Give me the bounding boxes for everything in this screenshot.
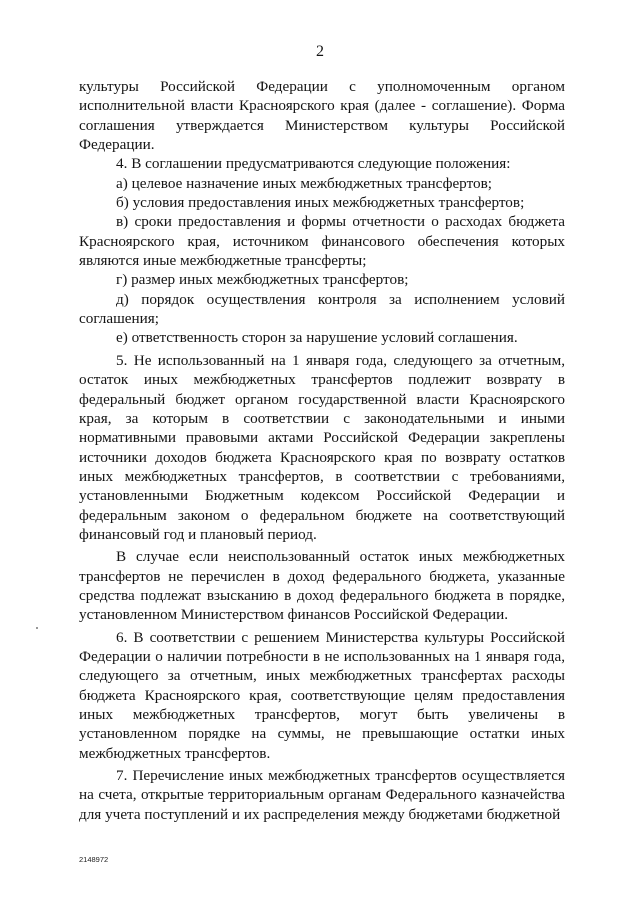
paragraph-item-4: 4. В соглашении предусматриваются следующие положения: [116, 155, 511, 173]
subitem-e: е) ответственность сторон за нарушение условий соглашения. [116, 329, 518, 347]
subitem-v: в) сроки предоставления и формы отчетности о расходах бюджета Красноярского края, источником финансового обеспечения которых являются иные межбюджетные трансферты; [79, 213, 565, 270]
scan-speck [36, 627, 38, 629]
paragraph-unspent-balance: В случае если неиспользованный остаток иных межбюджетных трансфертов не перечислен в доход федерального бюджета, указанные средства подлежат взысканию в доход федерального бюджета в порядке, установленном Министерством финансов Российской Федерации. [79, 548, 565, 624]
paragraph-continuation: культуры Российской Федерации с уполномоченным органом исполнительной власти Красноярского края (далее - соглашение). Форма соглашения утверждается Министерством культуры Российской Федерации. [79, 78, 565, 154]
paragraph-item-7: 7. Перечисление иных межбюджетных трансфертов осуществляется на счета, открытые территориальным органам Федерального казначейства для учета поступлений и их распределения между бюджетами бюджетной [79, 767, 565, 823]
paragraph-item-6: 6. В соответствии с решением Министерства культуры Российской Федерации о наличии потребности в не использованных на 1 января года, следующего за отчетным, иных межбюджетных трансфертах расходы бюджета Красноярского края, соответствующие целям предоставления иных межбюджетных трансфертов, могут быть увеличены в установленном порядке на суммы, не превышающие остатки иных межбюджетных трансфертов. [79, 628, 565, 762]
document-body [79, 77, 565, 824]
page-number: 2 [316, 43, 324, 60]
subitem-d: д) порядок осуществления контроля за исполнением условий соглашения; [79, 290, 565, 328]
paragraph-item-5: 5. Не использованный на 1 января года, следующего за отчетным, остаток иных межбюджетных трансфертов подлежит возврату в федеральный бюджет органом государственной власти Красноярского края, за которым в соответствии с законодательными и иными нормативными правовыми актами Российской Федерации закреплены источники доходов бюджета Красноярского края по возврату остатков иных межбюджетных трансфертов, в соответствии с требованиями, установленными Бюджетным кодексом Российской Федерации и федеральным законом о федеральном бюджете на соответствующий финансовый год и плановый период. [79, 351, 565, 543]
subitem-a: а) целевое назначение иных межбюджетных трансфертов; [116, 174, 492, 192]
document-code: 2148972 [79, 855, 109, 864]
subitem-g: г) размер иных межбюджетных трансфертов; [116, 271, 409, 289]
subitem-b: б) условия предоставления иных межбюджетных трансфертов; [116, 194, 525, 212]
